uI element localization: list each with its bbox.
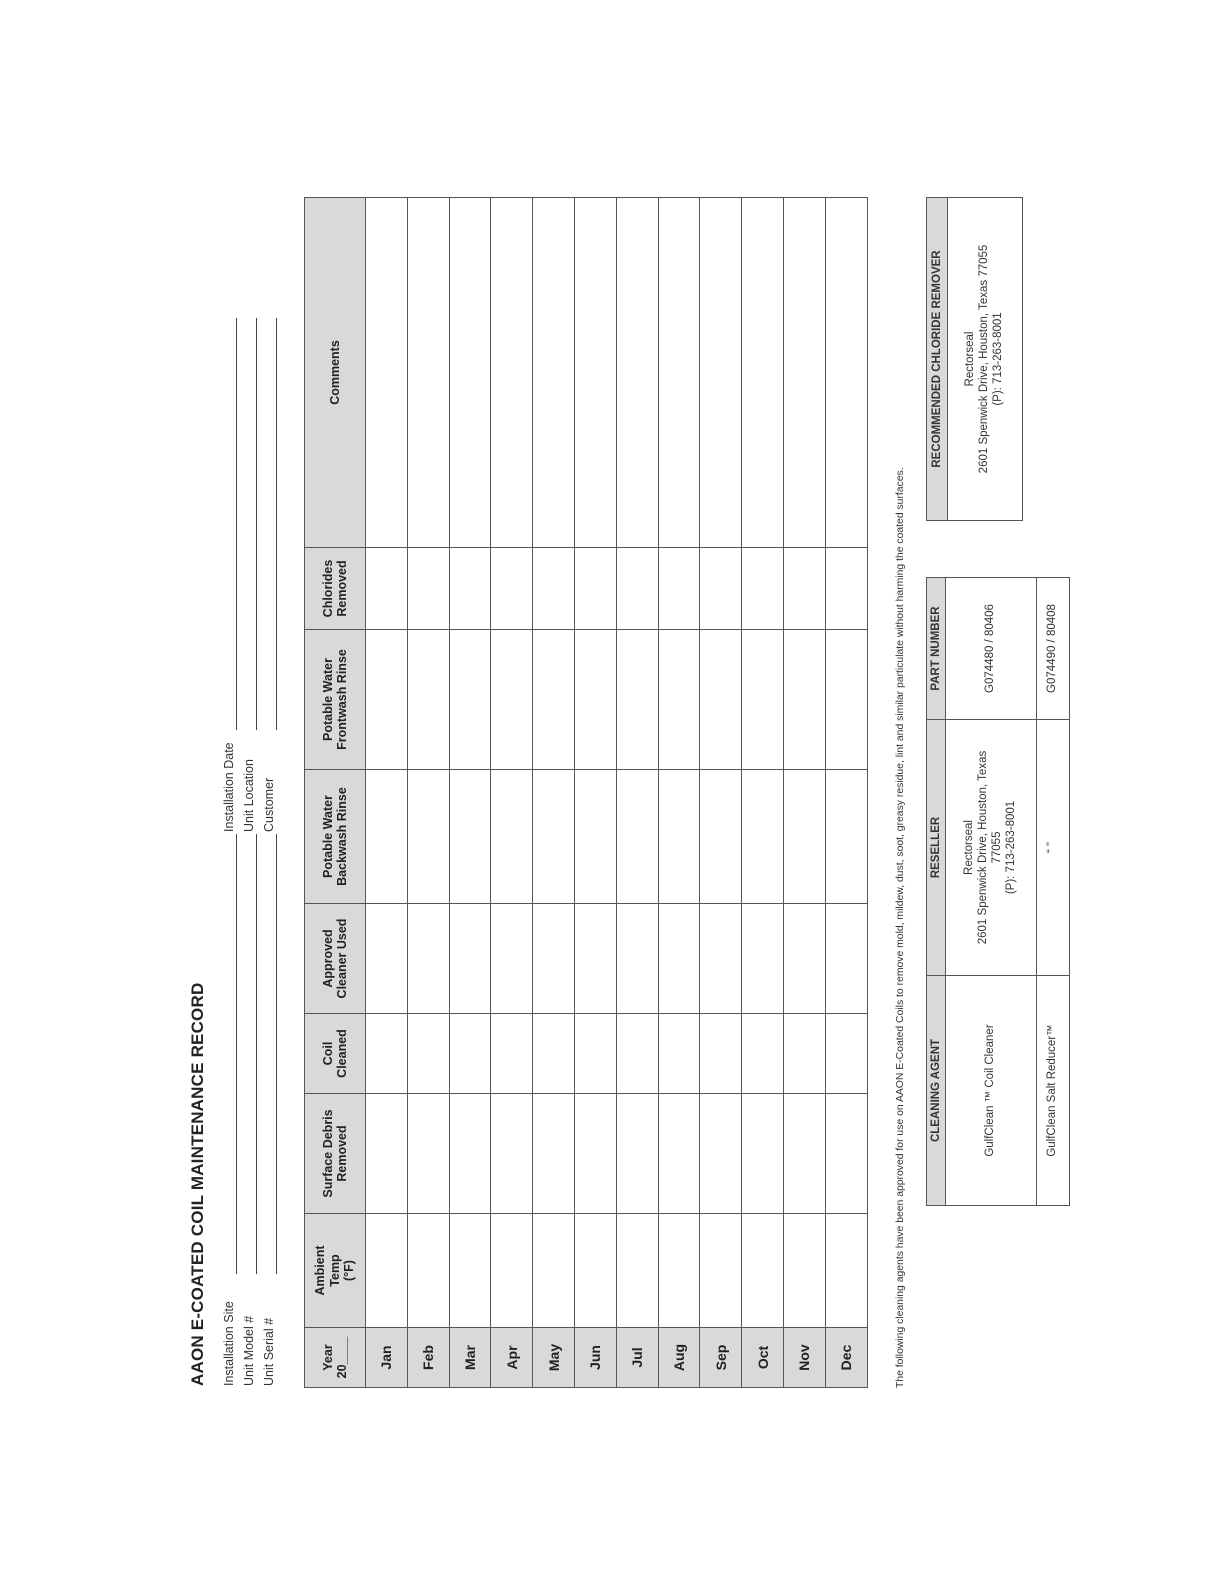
backwash-rinse-cell[interactable]: [742, 770, 784, 904]
approved-cleaner-cell[interactable]: [407, 904, 449, 1014]
month-label: Jul: [616, 1328, 658, 1388]
coil-cleaned-cell[interactable]: [825, 1014, 867, 1094]
backwash-rinse-cell[interactable]: [700, 770, 742, 904]
comments-cell[interactable]: [366, 198, 408, 548]
table-row: [616, 198, 658, 1388]
approved-agents-note: The following cleaning agents have been approved for use on AAON E-Coated Coils to remove mold, mildew, dust, soot, greasy residue, lint and similar particulate without harming the coated surfaces.: [895, 467, 906, 1388]
backwash-rinse-cell[interactable]: [783, 770, 825, 904]
unit-model-label: Unit Model #: [242, 1315, 256, 1386]
comments-cell[interactable]: [449, 198, 491, 548]
chlorides-removed-cell[interactable]: [491, 548, 533, 630]
coil-cleaned-cell[interactable]: [366, 1014, 408, 1094]
cleaning-agents-table: [926, 577, 1070, 1206]
ambient-temp-cell[interactable]: [574, 1214, 616, 1328]
chlorides-removed-cell[interactable]: [742, 548, 784, 630]
installation-date-label: Installation Date: [222, 742, 236, 832]
unit-location-line[interactable]: [256, 318, 257, 730]
table-row: [825, 198, 867, 1388]
customer-line[interactable]: [276, 318, 277, 730]
agents-header-row: [927, 578, 946, 1206]
table-row: [948, 198, 1023, 521]
surface-debris-cell[interactable]: [533, 1094, 575, 1214]
table-row: [449, 198, 491, 1388]
month-label: Dec: [825, 1328, 867, 1388]
coil-cleaned-cell[interactable]: [491, 1014, 533, 1094]
unit-location-label: Unit Location: [242, 759, 256, 832]
approved-cleaner-cell[interactable]: [742, 904, 784, 1014]
table-row: [366, 198, 408, 1388]
month-label: Apr: [491, 1328, 533, 1388]
comments-cell[interactable]: [700, 198, 742, 548]
coil-cleaned-cell[interactable]: [616, 1014, 658, 1094]
backwash-rinse-cell[interactable]: [407, 770, 449, 904]
approved-cleaner-cell[interactable]: [533, 904, 575, 1014]
agent-name: GulfClean ™ Coil Cleaner: [946, 976, 1037, 1206]
coil-cleaned-header: Coil Cleaned: [305, 1014, 366, 1094]
chlorides-removed-cell[interactable]: [407, 548, 449, 630]
month-label: Oct: [742, 1328, 784, 1388]
reseller-header: RESELLER: [927, 720, 946, 976]
year-header: Year 20____: [305, 1328, 366, 1388]
backwash-rinse-cell[interactable]: [616, 770, 658, 904]
installation-date-line[interactable]: [236, 318, 237, 730]
month-label: Nov: [783, 1328, 825, 1388]
frontwash-rinse-cell[interactable]: [783, 630, 825, 770]
chlorides-removed-cell[interactable]: [783, 548, 825, 630]
frontwash-rinse-cell[interactable]: [742, 630, 784, 770]
frontwash-rinse-cell[interactable]: [366, 630, 408, 770]
reseller-info: Rectorseal 2601 Spenwick Drive, Houston, Texas 77055 (P): 713-263-8001: [946, 720, 1037, 976]
chlorides-removed-cell[interactable]: [825, 548, 867, 630]
ambient-temp-cell[interactable]: [449, 1214, 491, 1328]
backwash-rinse-cell[interactable]: [366, 770, 408, 904]
installation-site-label: Installation Site: [222, 1301, 236, 1386]
approved-cleaner-cell[interactable]: [616, 904, 658, 1014]
frontwash-rinse-header: Potable Water Frontwash Rinse: [305, 630, 366, 770]
frontwash-rinse-cell[interactable]: [407, 630, 449, 770]
coil-cleaned-cell[interactable]: [574, 1014, 616, 1094]
chlorides-removed-cell[interactable]: [366, 548, 408, 630]
surface-debris-cell[interactable]: [366, 1094, 408, 1214]
surface-debris-cell[interactable]: [407, 1094, 449, 1214]
frontwash-rinse-cell[interactable]: [574, 630, 616, 770]
ambient-temp-cell[interactable]: [783, 1214, 825, 1328]
frontwash-rinse-cell[interactable]: [658, 630, 700, 770]
installation-site-line[interactable]: [236, 834, 237, 1274]
ambient-temp-cell[interactable]: [658, 1214, 700, 1328]
month-label: Aug: [658, 1328, 700, 1388]
approved-cleaner-cell[interactable]: [449, 904, 491, 1014]
surface-debris-header: Surface Debris Removed: [305, 1094, 366, 1214]
coil-cleaned-cell[interactable]: [533, 1014, 575, 1094]
surface-debris-cell[interactable]: [449, 1094, 491, 1214]
part-number-header: PART NUMBER: [927, 578, 946, 720]
surface-debris-cell[interactable]: [574, 1094, 616, 1214]
ambient-temp-cell[interactable]: [825, 1214, 867, 1328]
ambient-temp-cell[interactable]: [366, 1214, 408, 1328]
surface-debris-cell[interactable]: [825, 1094, 867, 1214]
coil-cleaned-cell[interactable]: [783, 1014, 825, 1094]
chlorides-removed-cell[interactable]: [616, 548, 658, 630]
chlorides-removed-cell[interactable]: [700, 548, 742, 630]
unit-serial-line[interactable]: [276, 834, 277, 1274]
comments-cell[interactable]: [491, 198, 533, 548]
frontwash-rinse-cell[interactable]: [533, 630, 575, 770]
unit-serial-label: Unit Serial #: [262, 1317, 276, 1386]
frontwash-rinse-cell[interactable]: [449, 630, 491, 770]
ambient-temp-cell[interactable]: [700, 1214, 742, 1328]
comments-cell[interactable]: [825, 198, 867, 548]
chlorides-removed-cell[interactable]: [574, 548, 616, 630]
backwash-rinse-cell[interactable]: [491, 770, 533, 904]
month-label: Mar: [449, 1328, 491, 1388]
chlorides-removed-cell[interactable]: [658, 548, 700, 630]
surface-debris-cell[interactable]: [783, 1094, 825, 1214]
frontwash-rinse-cell[interactable]: [825, 630, 867, 770]
backwash-rinse-cell[interactable]: [574, 770, 616, 904]
remover-header-row: [927, 198, 948, 521]
chloride-remover-info: Rectorseal 2601 Spenwick Drive, Houston, Texas 77055 (P): 713-263-8001: [948, 198, 1023, 521]
coil-cleaned-cell[interactable]: [700, 1014, 742, 1094]
comments-cell[interactable]: [742, 198, 784, 548]
chlorides-removed-cell[interactable]: [533, 548, 575, 630]
month-label: May: [533, 1328, 575, 1388]
approved-cleaner-header: Approved Cleaner Used: [305, 904, 366, 1014]
table-row: [783, 198, 825, 1388]
comments-cell[interactable]: [658, 198, 700, 548]
comments-cell[interactable]: [616, 198, 658, 548]
chlorides-removed-header: Chlorides Removed: [305, 548, 366, 630]
agent-name: GulfClean Salt Reducer™: [1037, 976, 1070, 1206]
comments-cell[interactable]: [533, 198, 575, 548]
approved-cleaner-cell[interactable]: [366, 904, 408, 1014]
chloride-remover-header: RECOMMENDED CHLORIDE REMOVER: [927, 198, 948, 521]
approved-cleaner-cell[interactable]: [574, 904, 616, 1014]
backwash-rinse-header: Potable Water Backwash Rinse: [305, 770, 366, 904]
table-header-row: [305, 198, 366, 1388]
approved-cleaner-cell[interactable]: [700, 904, 742, 1014]
frontwash-rinse-cell[interactable]: [700, 630, 742, 770]
surface-debris-cell[interactable]: [616, 1094, 658, 1214]
backwash-rinse-cell[interactable]: [658, 770, 700, 904]
month-label: Sep: [700, 1328, 742, 1388]
ambient-temp-header: Ambient Temp (°F): [305, 1214, 366, 1328]
part-number: G074480 / 80406: [946, 578, 1037, 720]
comments-cell[interactable]: [783, 198, 825, 548]
surface-debris-cell[interactable]: [658, 1094, 700, 1214]
part-number: G074490 / 80408: [1037, 578, 1070, 720]
comments-cell[interactable]: [407, 198, 449, 548]
surface-debris-cell[interactable]: [700, 1094, 742, 1214]
comments-header: Comments: [305, 198, 366, 548]
chlorides-removed-cell[interactable]: [449, 548, 491, 630]
backwash-rinse-cell[interactable]: [825, 770, 867, 904]
coil-cleaned-cell[interactable]: [449, 1014, 491, 1094]
month-label: Jun: [574, 1328, 616, 1388]
table-row: [742, 198, 784, 1388]
coil-cleaned-cell[interactable]: [742, 1014, 784, 1094]
backwash-rinse-cell[interactable]: [533, 770, 575, 904]
frontwash-rinse-cell[interactable]: [616, 630, 658, 770]
month-label: Jan: [366, 1328, 408, 1388]
ambient-temp-cell[interactable]: [533, 1214, 575, 1328]
month-label: Feb: [407, 1328, 449, 1388]
page-title: AAON E-COATED COIL MAINTENANCE RECORD: [188, 982, 207, 1386]
unit-model-line[interactable]: [256, 834, 257, 1274]
coil-cleaned-cell[interactable]: [658, 1014, 700, 1094]
customer-label: Customer: [262, 777, 276, 832]
table-row: [491, 198, 533, 1388]
table-row: [1037, 578, 1070, 1206]
approved-cleaner-cell[interactable]: [491, 904, 533, 1014]
maintenance-table: [304, 197, 868, 1388]
surface-debris-cell[interactable]: [742, 1094, 784, 1214]
table-row: [407, 198, 449, 1388]
comments-cell[interactable]: [574, 198, 616, 548]
coil-cleaned-cell[interactable]: [407, 1014, 449, 1094]
ambient-temp-cell[interactable]: [491, 1214, 533, 1328]
surface-debris-cell[interactable]: [491, 1094, 533, 1214]
approved-cleaner-cell[interactable]: [825, 904, 867, 1014]
ambient-temp-cell[interactable]: [616, 1214, 658, 1328]
approved-cleaner-cell[interactable]: [658, 904, 700, 1014]
reseller-info: “ ”: [1037, 720, 1070, 976]
cleaning-agent-header: CLEANING AGENT: [927, 976, 946, 1206]
backwash-rinse-cell[interactable]: [449, 770, 491, 904]
table-row: [700, 198, 742, 1388]
approved-cleaner-cell[interactable]: [783, 904, 825, 1014]
table-row: [574, 198, 616, 1388]
chloride-remover-box: [926, 197, 1023, 521]
ambient-temp-cell[interactable]: [742, 1214, 784, 1328]
frontwash-rinse-cell[interactable]: [491, 630, 533, 770]
table-row: [946, 578, 1037, 1206]
ambient-temp-cell[interactable]: [407, 1214, 449, 1328]
table-row: [658, 198, 700, 1388]
table-row: [533, 198, 575, 1388]
